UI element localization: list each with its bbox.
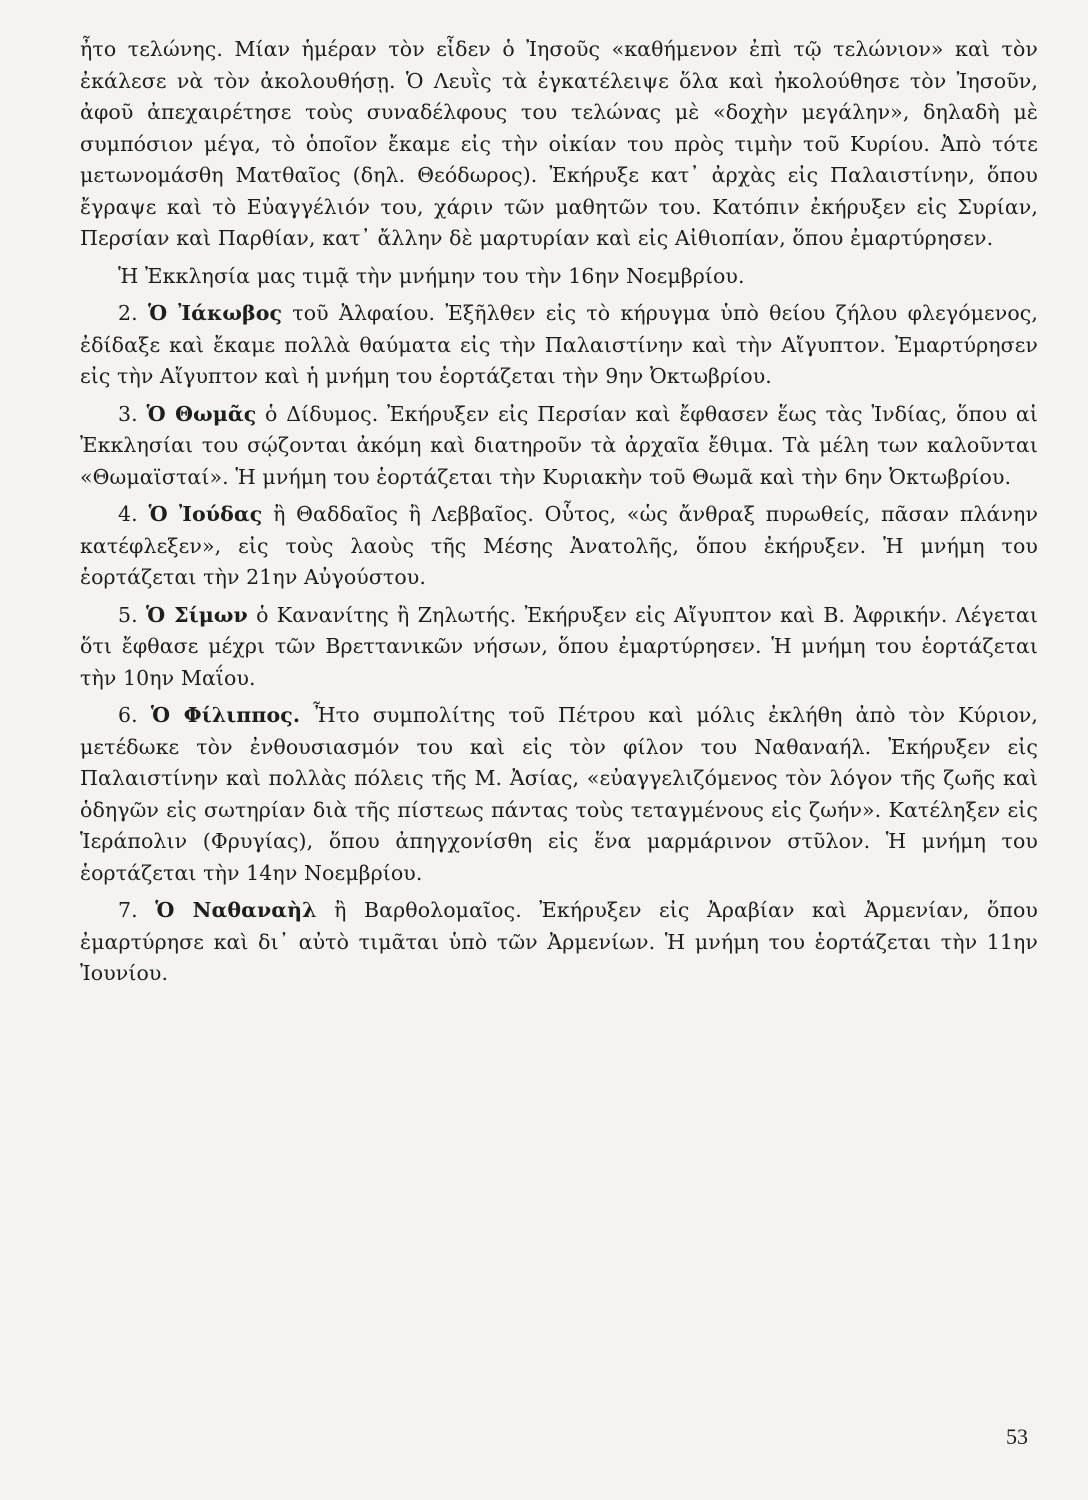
apostle-number: 3.: [118, 401, 138, 426]
apostle-number: 4.: [118, 502, 138, 526]
apostle-name: Ὁ Ἰούδας: [148, 502, 263, 526]
apostle-paragraph-simon: [80, 600, 1038, 695]
apostle-text: τοῦ Ἀλφαίου. Ἐξῆλθεν εἰς τὸ κήρυγμα ὑπὸ θείου ζήλου φλεγόμενος, ἐδίδαξε καὶ ἔκαμε πολλὰ θαύματα εἰς τὴν Παλαιστίνην καὶ τὴν Αἴγυπτον. Ἐμαρτύρησεν εἰς τὴν Αἴγυπτον καὶ ἡ μνήμη του ἑορτάζεται τὴν 9ην Ὀκτωβρίου.: [80, 301, 1038, 388]
apostle-name: Ὁ Σίμων: [146, 602, 248, 627]
apostle-paragraph-philip: [80, 700, 1038, 889]
apostle-text: ὁ Κανανίτης ἢ Ζηλωτής. Ἐκήρυξεν εἰς Αἴγυπτον καὶ Β. Ἀφρικήν. Λέγεται ὅτι ἔφθασε μέχρι τῶν Βρεττανικῶν νήσων, ὅπου ἐμαρτύρησεν. Ἡ μνήμη του ἑορτάζεται τὴν 10ην Μαΐου.: [80, 602, 1038, 690]
apostle-paragraph-judas: [80, 499, 1038, 594]
apostle-number: 6.: [118, 703, 138, 727]
apostle-name: Ὁ Θωμᾶς: [146, 401, 257, 426]
apostle-paragraph-nathanael: [80, 895, 1038, 990]
apostle-number: 2.: [118, 301, 138, 325]
apostle-number: 7.: [118, 898, 138, 922]
intro-paragraph: ἦτο τελώνης. Μίαν ἡμέραν τὸν εἶδεν ὁ Ἰησοῦς «καθήμενον ἐπὶ τῷ τελώνιον» καὶ τὸν ἐκάλεσε νὰ τὸν ἀκολουθήσῃ. Ὁ Λευῒς τὰ ἐγκατέλειψε ὅλα καὶ ἠκολούθησε τὸν Ἰησοῦν, ἀφοῦ ἀπεχαιρέτησε τοὺς συναδέλφους του τελώνας μὲ «δοχὴν μεγάλην», δηλαδὴ μὲ συμπόσιον μέγα, τὸ ὁποῖον ἔκαμε εἰς τὴν οἰκίαν του πρὸς τιμὴν τοῦ Κυρίου. Ἀπὸ τότε μετωνομάσθη Ματθαῖος (δηλ. Θεόδωρος). Ἐκήρυξε κατ᾽ ἀρχὰς εἰς Παλαιστίνην, ὅπου ἔγραψε καὶ τὸ Εὐαγγέλιόν του, χάριν τῶν μαθητῶν του. Κατόπιν ἐκήρυξεν εἰς Συρίαν, Περσίαν καὶ Παρθίαν, κατ᾽ ἄλλην δὲ μαρτυρίαν καὶ εἰς Αἰθιοπίαν, ὅπου ἐμαρτύρησεν.: [80, 37, 1038, 250]
apostle-name: Ὁ Ναθαναὴλ: [155, 898, 317, 922]
apostle-text: Ἦτο συμπολίτης τοῦ Πέτρου καὶ μόλις ἐκλήθη ἀπὸ τὸν Κύριον, μετέδωκε τὸν ἐνθουσιασμόν του καὶ εἰς τὸν φίλον του Ναθαναήλ. Ἐκήρυξεν εἰς Παλαιστίνην καὶ πολλὰς πόλεις τῆς Μ. Ἀσίας, «εὐαγγελιζόμενος τὸν λόγον τῆς ζωῆς καὶ ὁδηγῶν εἰς σωτηρίαν διὰ τῆς πίστεως πάντας τοὺς τεταγμένους εἰς ζωήν». Κατέληξεν εἰς Ἱεράπολιν (Φρυγίας), ὅπου ἀπηγχονίσθη εἰς ἕνα μαρμάρινον στῦλον. Ἡ μνήμη του ἑορτάζεται τὴν 14ην Νοεμβρίου.: [80, 703, 1038, 885]
apostle-number: 5.: [118, 602, 138, 627]
apostle-name: Ὁ Φίλιππος.: [150, 703, 301, 727]
apostle-text: ὁ Δίδυμος. Ἐκήρυξεν εἰς Περσίαν καὶ ἔφθασεν ἕως τὰς Ἰνδίας, ὅπου αἱ Ἐκκλησίαι του σῴζονται ἀκόμη καὶ διατηροῦν τὰ ἀρχαῖα ἔθιμα. Τὰ μέλη των καλοῦνται «Θωμαϊσταί». Ἡ μνήμη του ἑορτάζεται τὴν Κυριακὴν τοῦ Θωμᾶ καὶ τὴν 6ην Ὀκτωβρίου.: [80, 401, 1038, 489]
apostle-text: ἢ Θαδδαῖος ἢ Λεββαῖος. Οὗτος, «ὡς ἄνθραξ πυρωθείς, πᾶσαν πλάνην κατέφλεξεν», εἰς τοὺς λαοὺς τῆς Μέσης Ἀνατολῆς, ὅπου ἐκήρυξεν. Ἡ μνήμη του ἑορτάζεται τὴν 21ην Αὐγούστου.: [80, 502, 1039, 589]
apostle-paragraph-jacob: [80, 298, 1038, 393]
apostle-name: Ὁ Ἰάκωβος: [147, 301, 283, 325]
apostle-text: ἢ Βαρθολομαῖος. Ἐκήρυξεν εἰς Ἀραβίαν καὶ Ἀρμενίαν, ὅπου ἐμαρτύρησε καὶ δι᾽ αὐτὸ τιμᾶται ὑπὸ τῶν Ἀρμενίων. Ἡ μνήμη του ἑορτάζεται τὴν 11ην Ἰουνίου.: [80, 898, 1038, 985]
intro-memory-paragraph: Ἡ Ἐκκλησία μας τιμᾷ τὴν μνήμην του τὴν 16ην Νοεμβρίου.: [118, 263, 745, 288]
apostle-paragraph-thomas: [80, 399, 1038, 494]
page-number: 53: [1006, 1424, 1028, 1449]
